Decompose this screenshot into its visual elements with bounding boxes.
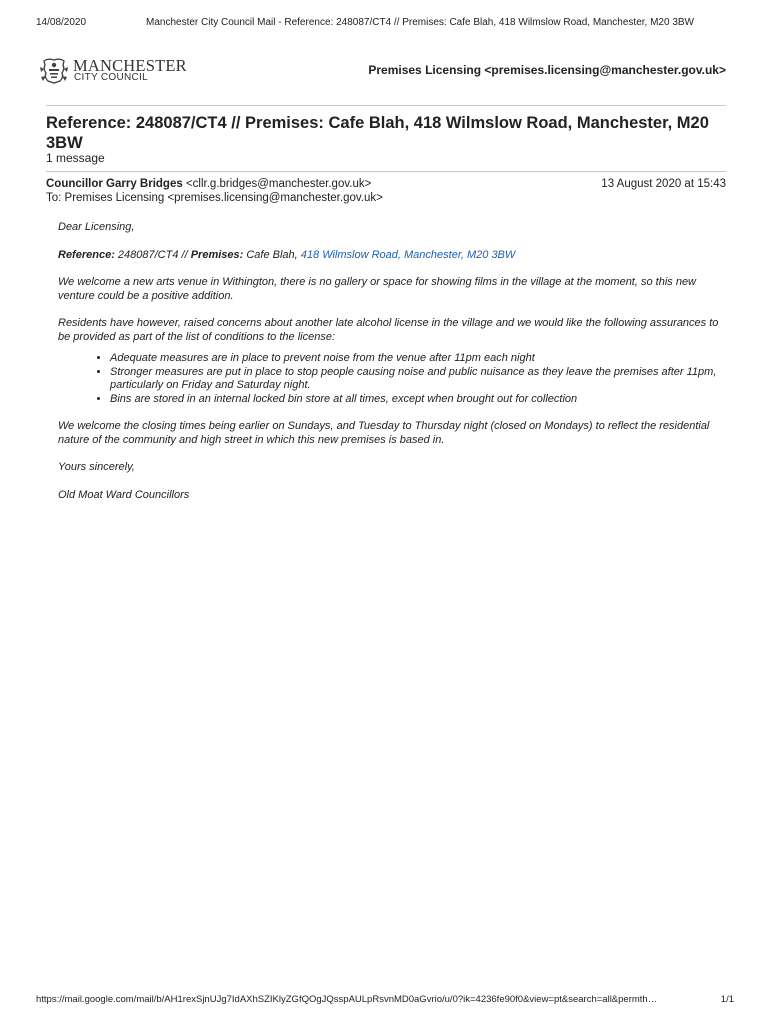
page-number: 1/1: [720, 994, 734, 1005]
print-title: Manchester City Council Mail - Reference: 248087/CT4 // Premises: Cafe Blah, 418 Wilmslow Road, Manchester, M20 3BW: [146, 17, 694, 28]
divider: [46, 171, 726, 172]
sender-name: Councillor Garry Bridges: [46, 178, 183, 190]
paragraph: We welcome a new arts venue in Withington, there is no gallery or space for showing films in the village at the moment, so this new venture could be a positive addition.: [58, 276, 697, 302]
conditions-list: [58, 352, 723, 406]
page-url: https://mail.google.com/mail/b/AH1rexSjnUJg7IdAXhSZIKlyZGfQOgJQsspAULpRsvnMD0aGvrio/u/0?ik=4236fe90f0&view=pt&search=all&permth…: [36, 994, 658, 1005]
recipient: To: Premises Licensing <premises.licensing@manchester.gov.uk>: [46, 192, 383, 204]
manchester-city-council-logo: [38, 57, 198, 85]
paragraph: Residents have however, raised concerns about another late alcohol license in the village and we would like the following assurances to be provided as part of the list of conditions to the license:: [58, 317, 719, 343]
print-date: 14/08/2020: [36, 17, 87, 28]
greeting: Dear Licensing,: [58, 221, 135, 233]
sender: [46, 178, 371, 190]
reference-label: Reference:: [58, 248, 115, 261]
premises-address-link[interactable]: 418 Wilmslow Road, Manchester, M20 3BW: [300, 248, 516, 261]
paragraph: We welcome the closing times being earlier on Sundays, and Tuesday to Thursday night (closed on Mondays) to reflect the residential nature of the community and high street in which this new premises is based in.: [58, 420, 710, 446]
signoff: Yours sincerely,: [58, 461, 135, 473]
logo-word-city-council: CITY COUNCIL: [74, 72, 148, 83]
list-item: • Adequate measures are in place to prevent noise from the venue after 11pm each night: [110, 352, 723, 366]
message-count: 1 message: [46, 151, 105, 165]
signature: Old Moat Ward Councillors: [58, 488, 190, 501]
message-body: [58, 221, 723, 516]
divider: [46, 105, 726, 106]
sender-email: <cllr.g.bridges@manchester.gov.uk>: [185, 178, 372, 190]
list-item: • Stronger measures are put in place to stop people causing noise and public nuisance as they leave the premises after 11pm, particularly on Friday and Saturday night.: [110, 366, 723, 393]
reference-line: [58, 249, 723, 263]
reference-value: 248087/CT4 //: [117, 248, 188, 261]
account-address: Premises Licensing <premises.licensing@manchester.gov.uk>: [368, 63, 726, 77]
city-crest-icon: [38, 57, 70, 85]
premises-label: Premises:: [190, 248, 244, 261]
premises-name: Cafe Blah,: [246, 248, 298, 261]
list-item: • Bins are stored in an internal locked bin store at all times, except when brought out for collection: [110, 393, 723, 407]
logo-word-manchester: MANCHESTER: [73, 56, 187, 75]
sent-date: 13 August 2020 at 15:43: [601, 178, 726, 190]
email-subject: Reference: 248087/CT4 // Premises: Cafe Blah, 418 Wilmslow Road, Manchester, M20 3BW: [46, 114, 709, 152]
